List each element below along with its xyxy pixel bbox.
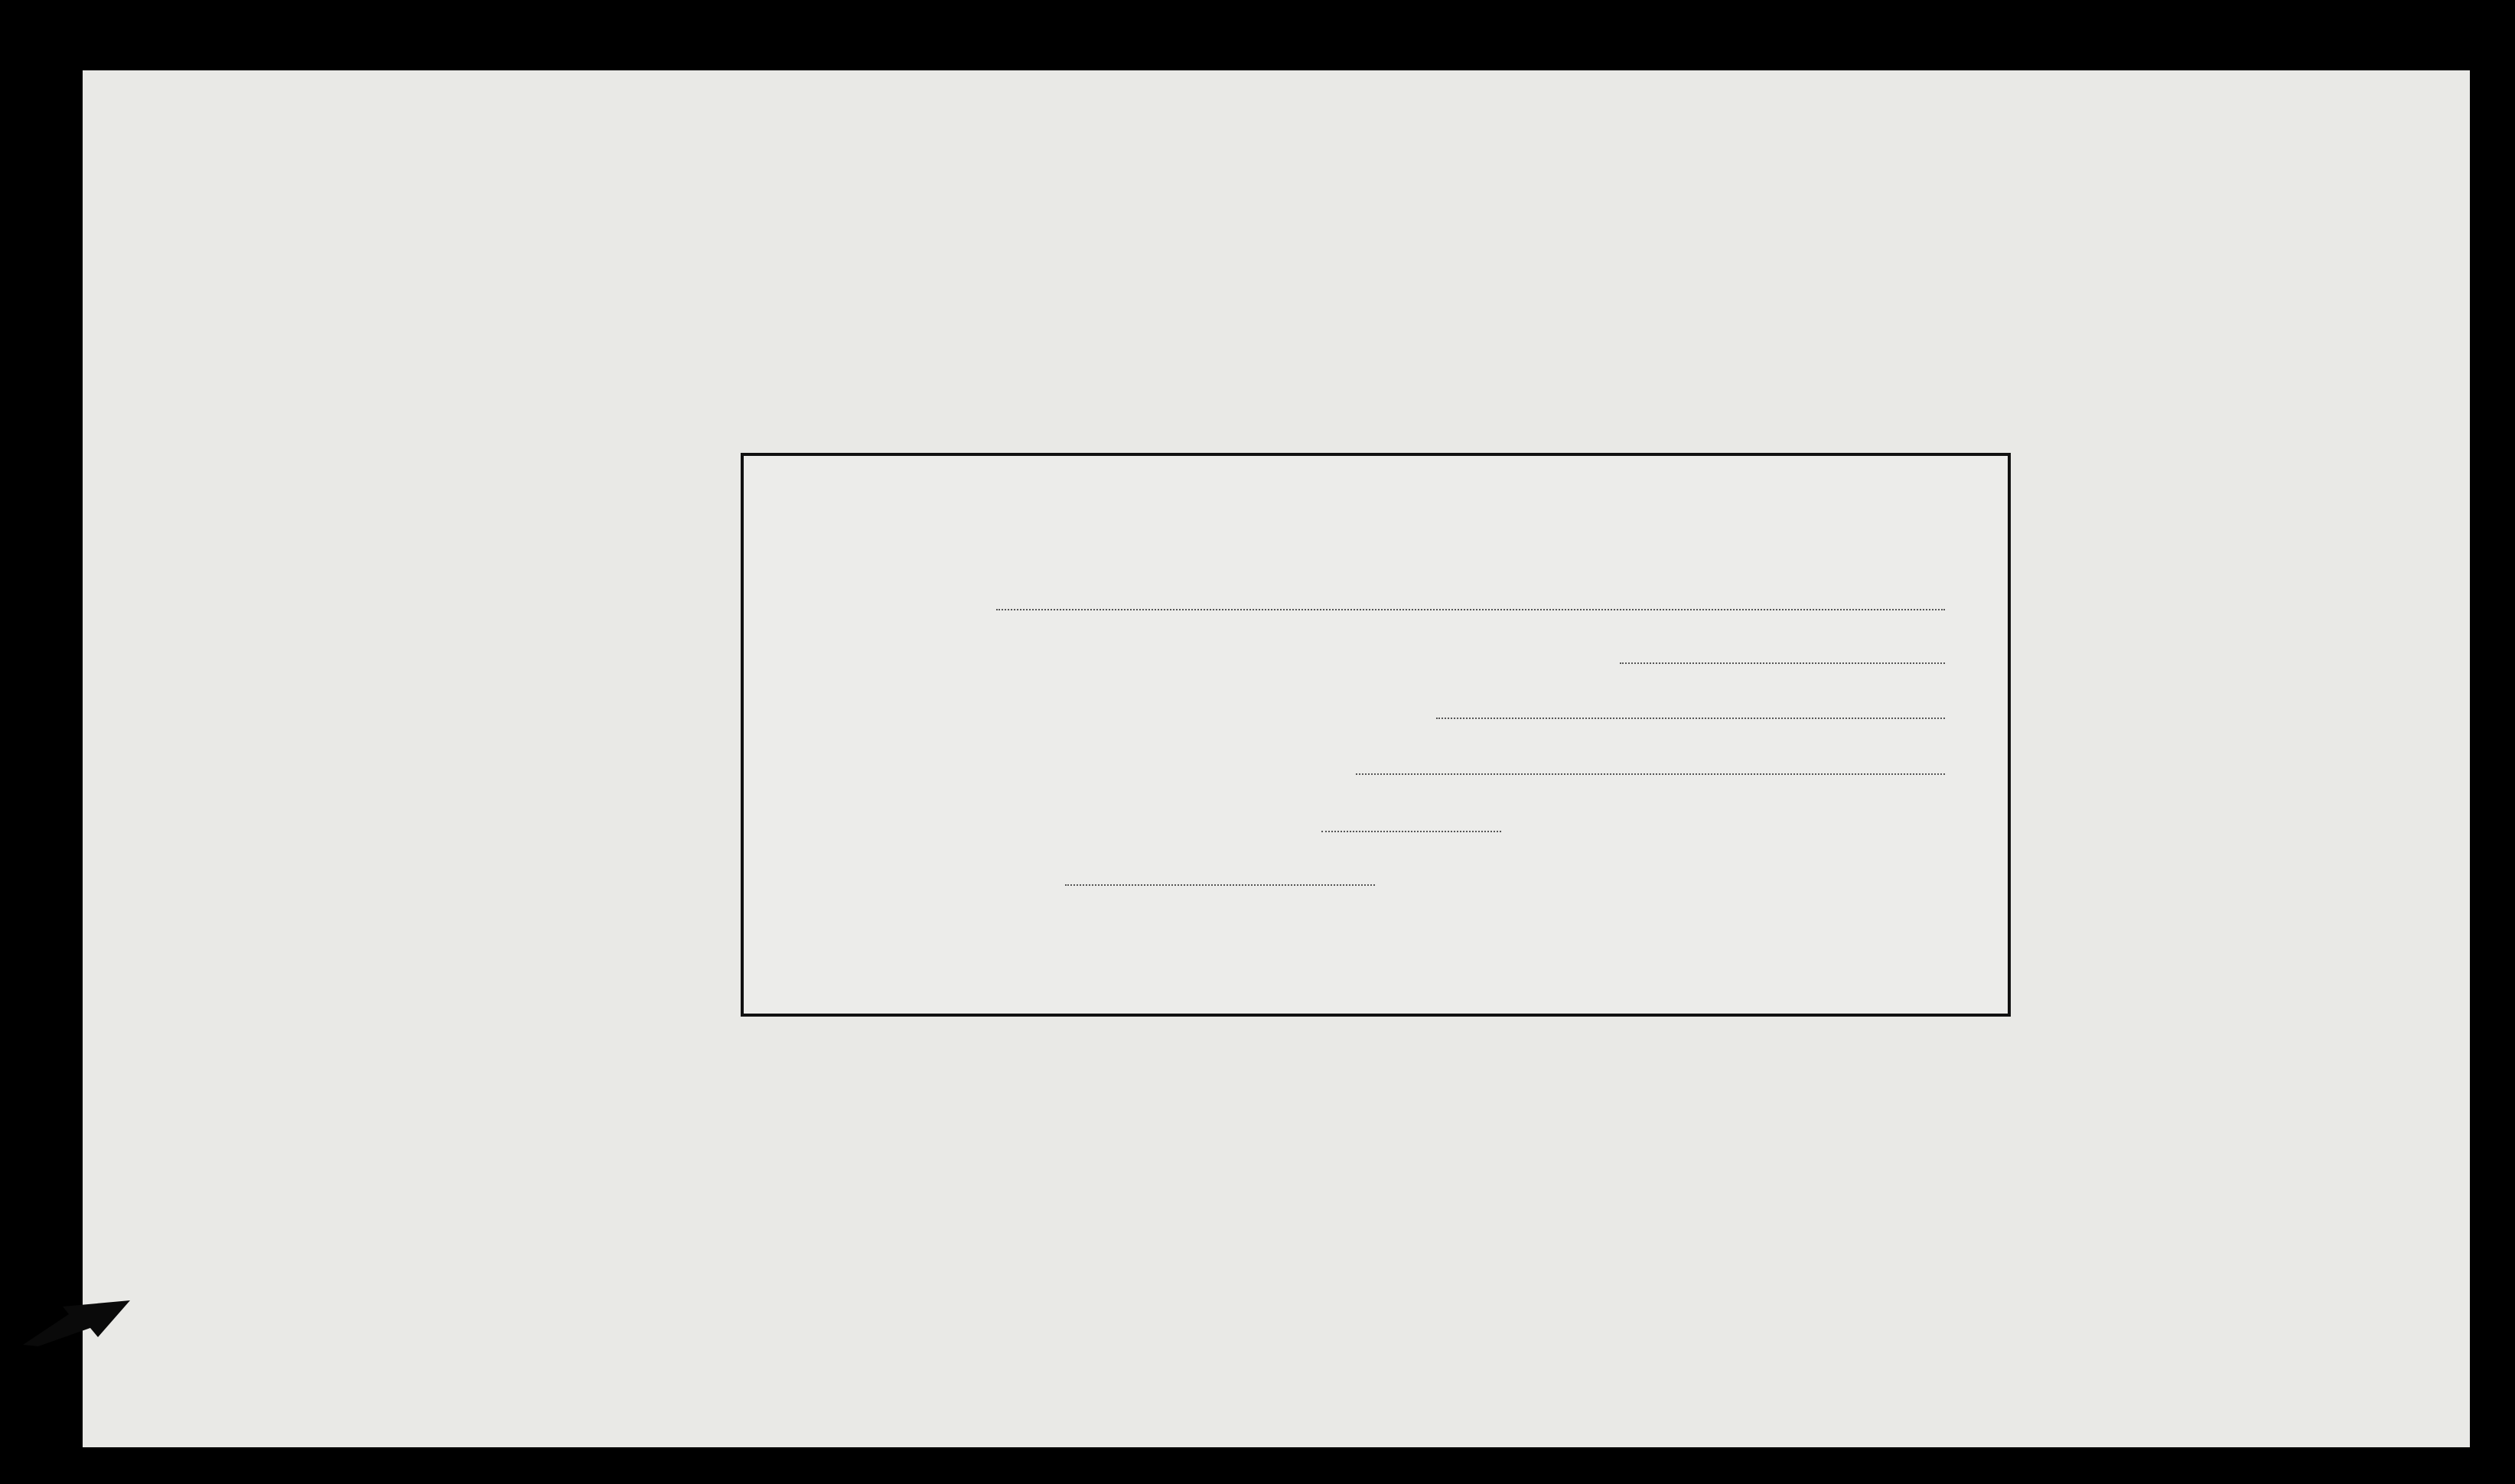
owner-answer-line[interactable] bbox=[996, 609, 1945, 610]
market-answer-line[interactable] bbox=[1065, 884, 1375, 886]
private-farms-box bbox=[741, 453, 2011, 1017]
other-land-answer-line[interactable] bbox=[1620, 662, 1945, 664]
land-type-answer-line[interactable] bbox=[1436, 718, 1945, 719]
census-card bbox=[83, 70, 2470, 1447]
farming-answer-line[interactable] bbox=[1356, 773, 1945, 775]
village-answer-line[interactable] bbox=[1321, 831, 1501, 832]
pointer-arrow-icon bbox=[23, 1300, 138, 1346]
